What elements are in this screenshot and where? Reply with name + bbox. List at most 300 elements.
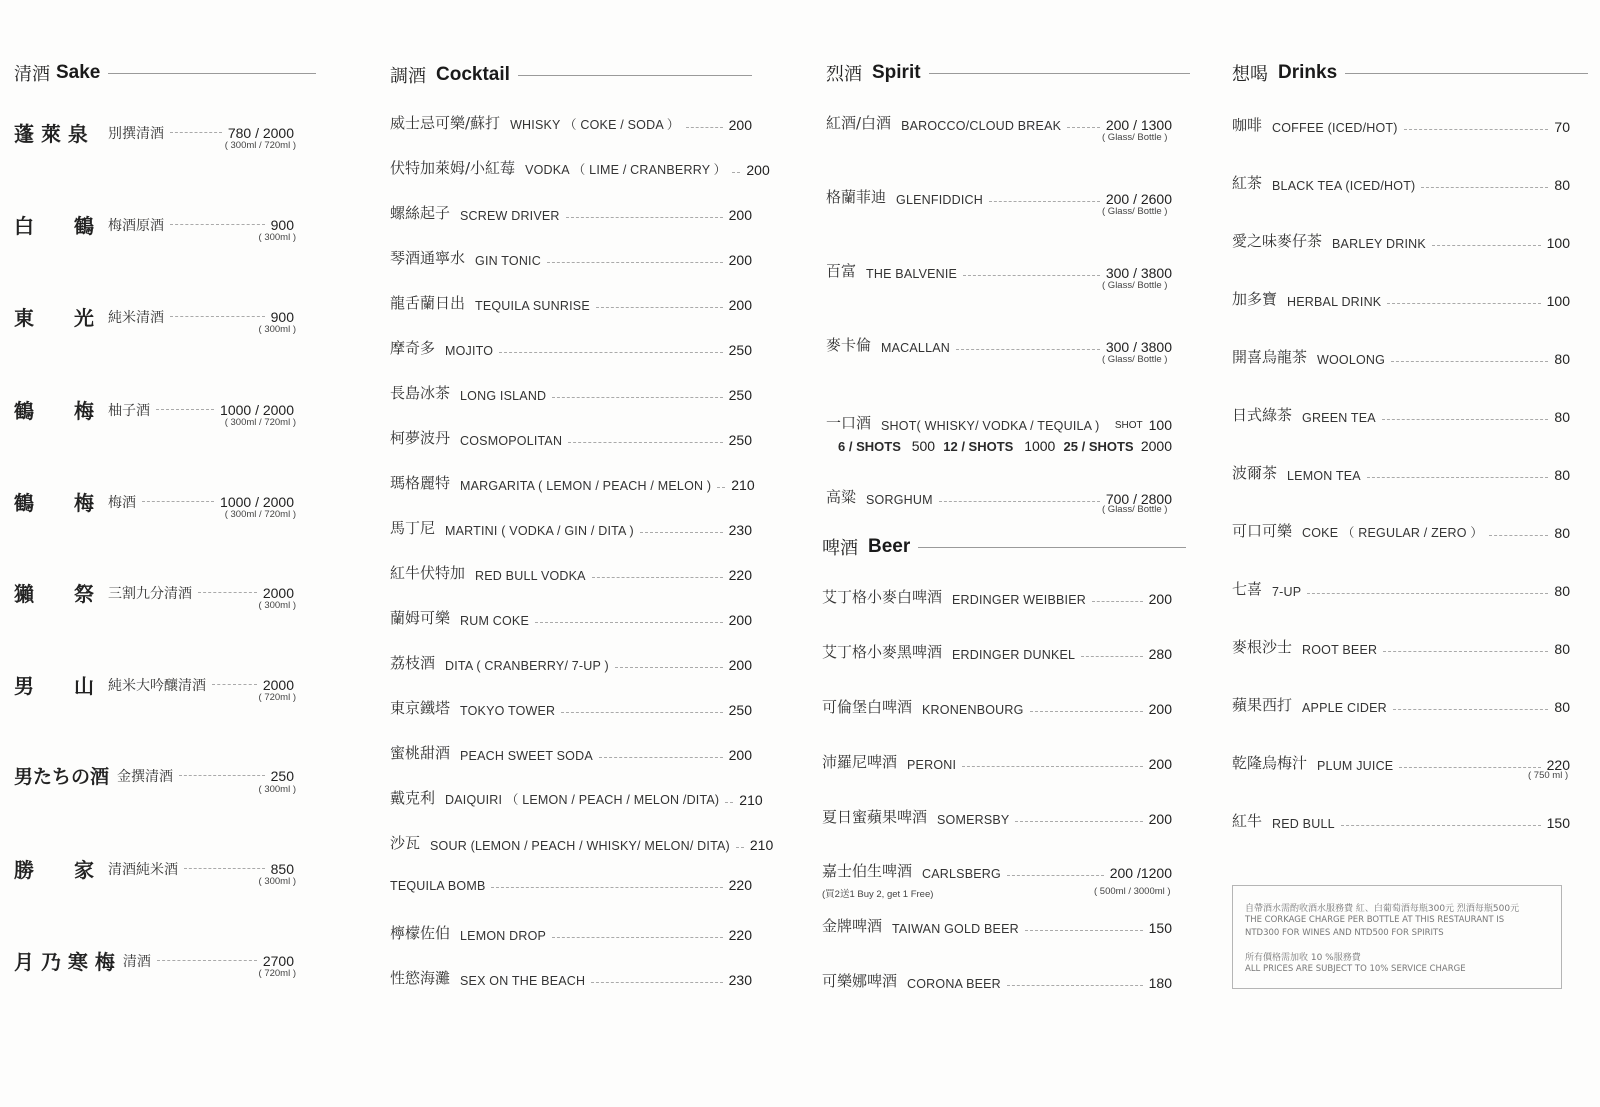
section-title-en: Drinks <box>1278 62 1338 83</box>
cocktail-item <box>390 652 752 673</box>
item-name-en: APPLE CIDER <box>1302 701 1387 715</box>
item-name-zh: 長島冰茶 <box>390 384 451 402</box>
leader-dots <box>1081 656 1142 657</box>
cocktail-item <box>390 202 752 223</box>
leader-dots <box>1307 593 1548 594</box>
drink-item <box>1232 462 1570 483</box>
item-name-en: TOKYO TOWER <box>460 704 556 718</box>
item-name-en: PERONI <box>907 758 957 772</box>
item-name-ja: 鶴 梅 <box>14 399 94 423</box>
item-type: 純米清酒 <box>108 309 164 326</box>
item-name-en: TEQUILA BOMB <box>390 879 486 893</box>
item-price: 200 <box>1148 591 1172 607</box>
divider <box>108 73 316 74</box>
item-name-en: GREEN TEA <box>1302 411 1376 425</box>
item-size: ( 720ml ) <box>258 968 296 979</box>
item-name-ja: 男たちの酒 <box>14 766 110 788</box>
item-name-en: SEX ON THE BEACH <box>460 974 586 988</box>
item-name-ja: 白 鶴 <box>14 214 94 238</box>
leader-dots <box>1007 985 1143 986</box>
cocktail-item <box>390 247 752 268</box>
item-price: 2000 <box>262 584 294 601</box>
item-name-en: WHISKY （ COKE / SODA ） <box>510 118 680 132</box>
item-name-en: GIN TONIC <box>475 254 541 268</box>
item-price: 700 / 2800 <box>1105 491 1172 507</box>
beer-item <box>822 751 1172 772</box>
cocktail-header <box>390 62 752 88</box>
leader-dots <box>1025 930 1143 931</box>
item-price: 200 <box>728 747 752 763</box>
leader-dots <box>962 766 1143 767</box>
item-name-zh: 蜜桃甜酒 <box>390 744 451 762</box>
item-name-en: GLENFIDDICH <box>896 193 983 207</box>
item-price: 220 <box>1546 757 1570 773</box>
leader-dots <box>591 982 722 983</box>
section-title-zh: 清酒 <box>14 64 50 85</box>
cocktail-item <box>390 562 752 583</box>
item-name-zh: 性慾海灘 <box>390 969 451 987</box>
item-name-zh: 馬丁尼 <box>390 519 436 537</box>
item-name-en: RUM COKE <box>460 614 529 628</box>
item-name-zh: 柯夢波丹 <box>390 429 451 447</box>
item-price: 250 <box>270 767 294 784</box>
item-name-en: MARTINI ( VODKA / GIN / DITA ) <box>445 524 634 538</box>
section-title-zh: 烈酒 <box>826 64 862 85</box>
item-name-zh: 日式綠茶 <box>1232 406 1293 424</box>
drink-item <box>1232 810 1570 831</box>
section-title-en: Beer <box>868 536 911 557</box>
item-name-zh: 加多寶 <box>1232 290 1278 308</box>
shot-unit: SHOT <box>1114 420 1143 431</box>
item-name-zh: 嘉士伯生啤酒 <box>822 862 913 880</box>
item-type: 純米大吟釀清酒 <box>108 677 206 694</box>
leader-dots <box>725 802 733 803</box>
item-price: 780 / 2000 <box>227 124 294 141</box>
item-name-zh: 咖啡 <box>1232 116 1263 134</box>
item-name-en: SHOT( WHISKY/ VODKA / TEQUILA ) <box>881 419 1100 433</box>
divider <box>518 75 752 76</box>
cocktail-item <box>390 472 755 493</box>
sake-item <box>14 762 294 789</box>
leader-dots <box>547 262 723 263</box>
item-price: 900 <box>270 216 294 233</box>
item-name-en: MOJITO <box>445 344 494 358</box>
beer-item <box>822 806 1172 827</box>
item-price: 1000 / 2000 <box>220 401 294 418</box>
beer-item <box>822 641 1172 662</box>
leader-dots <box>212 684 257 685</box>
item-name-zh: 麥根沙士 <box>1232 638 1293 656</box>
item-type: 三割九分清酒 <box>108 585 192 602</box>
section-title-en: Spirit <box>872 62 921 83</box>
carlsberg-promo: (買2送1 Buy 2, get 1 Free) <box>822 889 934 900</box>
leader-dots <box>1387 303 1540 304</box>
cocktail-item <box>390 607 752 628</box>
item-name-zh: 一口酒 <box>826 414 872 432</box>
item-name-en: SORGHUM <box>866 493 933 507</box>
item-name-zh: 琴酒通寧水 <box>390 249 466 267</box>
item-price: 70 <box>1554 119 1570 135</box>
leader-dots <box>963 275 1100 276</box>
item-name-en: ERDINGER DUNKEL <box>952 648 1076 662</box>
item-name-zh: 可倫堡白啤酒 <box>822 698 913 716</box>
item-price: 80 <box>1554 699 1570 715</box>
cocktail-item <box>390 517 752 538</box>
spirit-item <box>826 260 1172 281</box>
leader-dots <box>956 349 1100 350</box>
leader-dots <box>717 487 725 488</box>
leader-dots <box>1092 601 1143 602</box>
bundle-25: 25 / SHOTS 2000 <box>1063 438 1172 454</box>
drink-item <box>1232 578 1570 599</box>
item-name-en: RED BULL VODKA <box>475 569 586 583</box>
carlsberg-size: ( 500ml / 3000ml ) <box>1094 886 1171 897</box>
leader-dots <box>561 712 722 713</box>
leader-dots <box>552 397 722 398</box>
divider <box>929 73 1190 74</box>
item-type: 柚子酒 <box>108 402 150 419</box>
item-price: 80 <box>1554 641 1570 657</box>
item-price: 1000 / 2000 <box>220 493 294 510</box>
leader-dots <box>1067 127 1100 128</box>
leader-dots <box>142 501 214 502</box>
cocktail-item <box>390 112 752 133</box>
item-price: 300 / 3800 <box>1105 339 1172 355</box>
item-name-en: CARLSBERG <box>922 867 1001 881</box>
item-name-zh: 可口可樂 <box>1232 522 1293 540</box>
item-name-zh: 紅茶 <box>1232 174 1263 192</box>
item-price: 280 <box>1148 646 1172 662</box>
item-name-zh: 七喜 <box>1232 580 1263 598</box>
item-type: 清酒純米酒 <box>108 861 178 878</box>
leader-dots <box>156 409 214 410</box>
item-price: 200 <box>728 207 752 223</box>
drink-item <box>1232 404 1570 425</box>
leader-dots <box>1391 361 1548 362</box>
item-name-en: VODKA （ LIME / CRANBERRY ） <box>525 163 727 177</box>
spirit-item <box>826 334 1172 355</box>
leader-dots <box>179 775 265 776</box>
section-title-en: Cocktail <box>436 64 510 85</box>
item-name-zh: 東京鐵塔 <box>390 699 451 717</box>
item-size: ( 300ml ) <box>258 232 296 243</box>
item-name-en: TEQUILA SUNRISE <box>475 299 590 313</box>
drinks-header <box>1232 60 1588 86</box>
item-price: 230 <box>728 522 752 538</box>
leader-dots <box>1007 875 1104 876</box>
item-name-en: SCREW DRIVER <box>460 209 560 223</box>
divider <box>918 547 1186 548</box>
shot-row <box>826 412 1172 433</box>
sake-item <box>14 302 294 331</box>
drink-item <box>1232 288 1570 309</box>
notice-box <box>1232 885 1562 989</box>
item-price: 100 <box>1148 417 1172 433</box>
item-price: 220 <box>728 927 752 943</box>
item-name-zh: 蘋果西打 <box>1232 696 1293 714</box>
drink-item <box>1232 752 1570 773</box>
item-price: 200 <box>1148 756 1172 772</box>
item-price: 2700 <box>262 952 294 969</box>
leader-dots <box>1432 245 1541 246</box>
cocktail-item <box>390 877 752 893</box>
drink-item <box>1232 114 1570 135</box>
item-price: 250 <box>728 342 752 358</box>
cocktail-item <box>390 697 752 718</box>
item-name-zh: 夏日蜜蘋果啤酒 <box>822 808 928 826</box>
cocktail-item <box>390 922 752 943</box>
beer-header <box>822 534 1186 560</box>
item-size: ( 300ml / 720ml ) <box>224 509 296 520</box>
cocktail-item <box>390 832 774 853</box>
leader-dots <box>184 868 265 869</box>
item-type: 清酒 <box>122 953 151 970</box>
item-name-zh: 伏特加萊姆/小紅莓 <box>390 159 516 177</box>
beer-item <box>822 915 1172 936</box>
leader-dots <box>1383 651 1548 652</box>
item-name-en: DAIQUIRI （ LEMON / PEACH / MELON /DITA) <box>445 793 720 807</box>
notice-line: 所有價格需加收 10 %服務費 <box>1245 953 1361 963</box>
item-name-zh: 螺絲起子 <box>390 204 451 222</box>
item-price: 900 <box>270 308 294 325</box>
shot-bundles <box>838 438 1172 454</box>
leader-dots <box>1404 129 1549 130</box>
leader-dots <box>1421 187 1548 188</box>
cocktail-item <box>390 382 752 403</box>
item-name-en: RED BULL <box>1272 817 1335 831</box>
item-type: 梅酒 <box>108 494 136 511</box>
item-size: ( Glass/ Bottle ) <box>1102 354 1168 365</box>
item-name-zh: 格蘭菲迪 <box>826 188 887 206</box>
item-name-en: BAROCCO/CLOUD BREAK <box>901 119 1062 133</box>
item-size: ( 300ml ) <box>258 784 296 795</box>
item-name-en: TAIWAN GOLD BEER <box>892 922 1019 936</box>
notice-line: 自帶酒水需酌收酒水服務費 紅、白葡萄酒每瓶300元 烈酒每瓶500元 <box>1245 904 1520 914</box>
item-price: 200 /1200 <box>1109 865 1172 881</box>
item-name-en: SOMERSBY <box>937 813 1010 827</box>
item-name-zh: 開喜烏龍茶 <box>1232 348 1308 366</box>
leader-dots <box>1489 535 1548 536</box>
beer-item <box>822 860 1172 881</box>
item-name-zh: 金牌啤酒 <box>822 917 883 935</box>
item-size: ( 720ml ) <box>258 692 296 703</box>
notice-line: ALL PRICES ARE SUBJECT TO 10% SERVICE CHARGE <box>1245 964 1466 974</box>
item-name-en: MARGARITA ( LEMON / PEACH / MELON ) <box>460 479 712 493</box>
item-size: ( Glass/ Bottle ) <box>1102 504 1168 515</box>
leader-dots <box>732 172 740 173</box>
leader-dots <box>1015 821 1142 822</box>
sake-item <box>14 946 294 975</box>
item-name-en: THE BALVENIE <box>866 267 958 281</box>
item-price: 200 <box>1148 701 1172 717</box>
spirit-header <box>826 60 1190 86</box>
item-name-zh: 瑪格麗特 <box>390 474 451 492</box>
leader-dots <box>1382 419 1549 420</box>
item-price: 850 <box>270 860 294 877</box>
item-name-zh: 艾丁格小麥黑啤酒 <box>822 643 943 661</box>
drink-item <box>1232 636 1570 657</box>
item-name-zh: 威士忌可樂/蘇打 <box>390 114 501 132</box>
item-name-ja: 月 乃 寒 梅 <box>14 950 115 974</box>
item-price: 200 <box>728 117 752 133</box>
item-price: 250 <box>728 702 752 718</box>
item-price: 200 <box>746 162 770 178</box>
leader-dots <box>736 847 744 848</box>
leader-dots <box>170 224 265 225</box>
item-price: 250 <box>728 387 752 403</box>
leader-dots <box>535 622 723 623</box>
item-name-en: LEMON DROP <box>460 929 547 943</box>
item-name-zh: 百富 <box>826 262 857 280</box>
item-name-en: MACALLAN <box>881 341 950 355</box>
item-size: ( 300ml ) <box>258 324 296 335</box>
item-type: 梅酒原酒 <box>108 217 164 234</box>
bundle-12: 12 / SHOTS 1000 <box>943 438 1056 454</box>
item-name-zh: 檸檬佐伯 <box>390 924 451 942</box>
item-price: 300 / 3800 <box>1105 265 1172 281</box>
item-name-en: LONG ISLAND <box>460 389 547 403</box>
item-name-zh: 麥卡倫 <box>826 336 872 354</box>
item-name-en: DITA ( CRANBERRY/ 7-UP ) <box>445 659 609 673</box>
plum-juice-size: ( 750 ml ) <box>1528 770 1569 781</box>
item-price: 80 <box>1554 351 1570 367</box>
cocktail-item <box>390 742 752 763</box>
item-name-zh: 沙瓦 <box>390 834 421 852</box>
item-name-zh: 乾隆烏梅汁 <box>1232 754 1308 772</box>
leader-dots <box>1393 709 1549 710</box>
drink-item <box>1232 230 1570 251</box>
item-name-en: PLUM JUICE <box>1317 759 1394 773</box>
item-name-zh: 龍舌蘭日出 <box>390 294 466 312</box>
drink-item <box>1232 346 1570 367</box>
cocktail-item <box>390 787 763 808</box>
notice-line: NTD300 FOR WINES AND NTD500 FOR SPIRITS <box>1245 928 1444 938</box>
leader-dots <box>1030 711 1143 712</box>
item-price: 80 <box>1554 583 1570 599</box>
item-name-en: COKE （ REGULAR / ZERO ） <box>1302 526 1484 540</box>
drink-item <box>1232 172 1570 193</box>
item-name-zh: 可樂娜啤酒 <box>822 972 898 990</box>
item-name-en: CORONA BEER <box>907 977 1001 991</box>
leader-dots <box>640 532 723 533</box>
item-name-ja: 獺 祭 <box>14 582 94 606</box>
leader-dots <box>170 132 222 133</box>
item-name-en: COSMOPOLITAN <box>460 434 563 448</box>
item-price: 200 / 1300 <box>1105 117 1172 133</box>
drink-item <box>1232 520 1570 541</box>
leader-dots <box>1341 825 1541 826</box>
item-name-en: COFFEE (ICED/HOT) <box>1272 121 1398 135</box>
item-name-en: 7-UP <box>1272 585 1302 599</box>
item-price: 200 <box>1148 811 1172 827</box>
item-size: ( Glass/ Bottle ) <box>1102 206 1168 217</box>
bundle-6: 6 / SHOTS 500 <box>838 438 936 454</box>
beer-item <box>822 970 1172 991</box>
item-price: 80 <box>1554 177 1570 193</box>
item-price: 210 <box>749 837 774 853</box>
cocktail-item <box>390 157 770 178</box>
item-price: 150 <box>1148 920 1172 936</box>
item-price: 80 <box>1554 467 1570 483</box>
item-name-zh: 摩奇多 <box>390 339 436 357</box>
cocktail-item <box>390 337 752 358</box>
item-price: 80 <box>1554 409 1570 425</box>
leader-dots <box>599 757 723 758</box>
sake-item <box>14 854 294 883</box>
section-title-zh: 調酒 <box>390 66 426 87</box>
cocktail-item <box>390 292 752 313</box>
item-name-zh: 戴克利 <box>390 789 436 807</box>
item-price: 220 <box>728 877 752 893</box>
leader-dots <box>499 352 722 353</box>
item-name-zh: 波爾茶 <box>1232 464 1278 482</box>
item-size: ( 300ml ) <box>258 600 296 611</box>
item-name-ja: 東 光 <box>14 306 94 330</box>
item-type: 別撰清酒 <box>108 125 164 142</box>
item-name-en: SOUR (LEMON / PEACH / WHISKY/ MELON/ DITA) <box>430 839 730 853</box>
item-type: 金撰清酒 <box>117 768 174 785</box>
beer-item <box>822 586 1172 607</box>
leader-dots <box>989 201 1100 202</box>
item-name-ja: 鶴 梅 <box>14 491 94 515</box>
notice-line: THE CORKAGE CHARGE PER BOTTLE AT THIS RESTAURANT IS <box>1245 915 1505 925</box>
leader-dots <box>157 960 257 961</box>
leader-dots <box>566 217 723 218</box>
item-name-en: BARLEY DRINK <box>1332 237 1426 251</box>
leader-dots <box>568 442 722 443</box>
item-price: 210 <box>731 477 755 493</box>
item-name-en: ERDINGER WEIBBIER <box>952 593 1086 607</box>
item-price: 200 <box>728 612 752 628</box>
item-price: 100 <box>1546 235 1570 251</box>
item-price: 230 <box>728 972 752 988</box>
leader-dots <box>596 307 723 308</box>
leader-dots <box>1367 477 1549 478</box>
item-price: 100 <box>1546 293 1570 309</box>
cocktail-item <box>390 427 752 448</box>
item-name-zh: 紅酒/白酒 <box>826 114 892 132</box>
leader-dots <box>592 577 723 578</box>
item-price: 150 <box>1546 815 1570 831</box>
item-size: ( 300ml / 720ml ) <box>224 140 296 151</box>
spirit-item <box>826 112 1172 133</box>
divider <box>1345 73 1588 74</box>
leader-dots <box>170 316 265 317</box>
leader-dots <box>552 937 723 938</box>
item-name-ja: 蓬 萊 泉 <box>14 122 88 146</box>
sake-item <box>14 670 294 699</box>
item-name-zh: 紅牛伏特加 <box>390 564 466 582</box>
drink-item <box>1232 694 1570 715</box>
item-name-zh: 蘭姆可樂 <box>390 609 451 627</box>
item-price: 2000 <box>262 676 294 693</box>
item-price: 180 <box>1148 975 1172 991</box>
item-size: ( Glass/ Bottle ) <box>1102 132 1168 143</box>
item-name-en: KRONENBOURG <box>922 703 1024 717</box>
item-name-zh: 艾丁格小麥白啤酒 <box>822 588 943 606</box>
item-name-zh: 紅牛 <box>1232 812 1263 830</box>
section-title-en: Sake <box>56 62 101 83</box>
item-name-zh: 沛羅尼啤酒 <box>822 753 898 771</box>
item-name-en: ROOT BEER <box>1302 643 1378 657</box>
item-name-zh: 高粱 <box>826 488 857 506</box>
item-size: ( 300ml / 720ml ) <box>224 417 296 428</box>
spirit-item <box>826 186 1172 207</box>
sake-header <box>14 60 316 86</box>
leader-dots <box>615 667 723 668</box>
beer-item <box>822 696 1172 717</box>
item-name-en: LEMON TEA <box>1287 469 1361 483</box>
